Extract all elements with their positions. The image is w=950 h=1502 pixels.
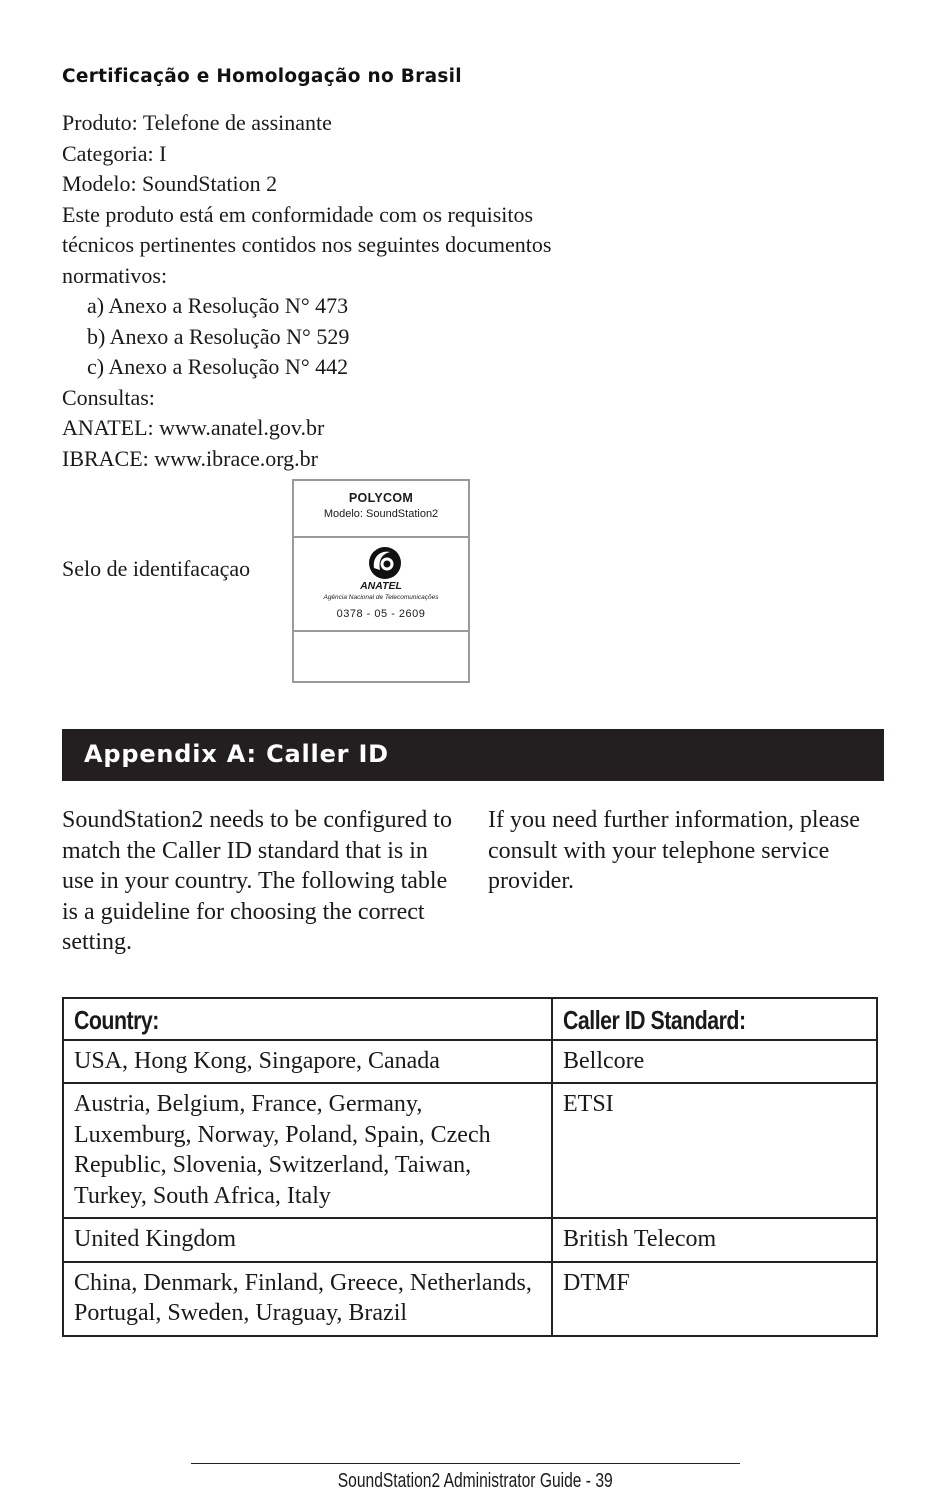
country-cell: Austria, Belgium, France, Germany, Luxemburg, Norway, Poland, Spain, Czech Republic, Slovenia, Switzerland, Taiwan, Turkey, South Africa, Italy [63, 1083, 552, 1218]
table-row [63, 1040, 877, 1084]
info-paragraph: If you need further information, please consult with your telephone service provider. [488, 807, 860, 894]
seal-number: 0378 - 05 - 2609 [336, 608, 426, 620]
country-cell: China, Denmark, Finland, Greece, Netherlands, Portugal, Sweden, Uraguay, Brazil [63, 1262, 552, 1336]
country-header: Country: [63, 998, 552, 1040]
seal-brand: POLYCOM [348, 491, 414, 505]
appendix-header-bar [62, 729, 884, 781]
table-row [63, 1218, 877, 1262]
certification-title: Certificação e Homologação no Brasil [62, 66, 462, 87]
seal-blank-area [294, 632, 468, 685]
country-cell: USA, Hong Kong, Singapore, Canada [63, 1040, 552, 1084]
anatel-agency-full: Agência Nacional de Telecomunicações [323, 594, 439, 601]
standard-cell: ETSI [552, 1083, 877, 1218]
appendix-title: Appendix A: Caller ID [84, 740, 389, 768]
caller-id-table [62, 997, 878, 1337]
country-cell: United Kingdom [63, 1218, 552, 1262]
resolution-item-c: c) Anexo a Resolução N° 442 [87, 354, 349, 379]
model-line: Modelo: SoundStation 2 [62, 171, 278, 196]
intro-paragraph: SoundStation2 needs to be configured to match the Caller ID standard that is in use in your country. The following table is a guideline for choosing the correct setting. [62, 807, 452, 955]
conformity-line-1: Este produto está em conformidade com os requisitos [62, 201, 534, 227]
page-footer [0, 1470, 950, 1493]
anatel-seal [292, 479, 470, 683]
standard-cell: Bellcore [552, 1040, 877, 1084]
standard-cell: DTMF [552, 1262, 877, 1336]
resolution-item-a: a) Anexo a Resolução N° 473 [87, 293, 349, 318]
conformity-line-3: normativos: [62, 262, 168, 288]
seal-logo-area [294, 538, 468, 632]
seal-model: Modelo: SoundStation2 [323, 508, 439, 520]
standard-cell: British Telecom [552, 1218, 877, 1262]
category-line: Categoria: I [62, 140, 167, 166]
footer-divider [191, 1463, 740, 1464]
resolution-item-b: b) Anexo a Resolução N° 529 [87, 323, 350, 349]
anatel-name: ANATEL [360, 580, 402, 592]
anatel-logo-icon [368, 546, 402, 580]
seal-header [294, 481, 468, 538]
standard-header: Caller ID Standard: [552, 998, 877, 1040]
anatel-contact: ANATEL: www.anatel.gov.br [62, 415, 325, 440]
table-row [63, 1083, 877, 1218]
footer-text: SoundStation2 Administrator Guide - 39 [337, 1470, 613, 1492]
certification-body [62, 108, 551, 474]
ibrace-contact: IBRACE: www.ibrace.org.br [62, 445, 319, 471]
product-line: Produto: Telefone de assinante [62, 110, 332, 135]
seal-label: Selo de identifacaçao [62, 556, 251, 581]
conformity-line-2: técnicos pertinentes contidos nos seguintes documentos [62, 232, 552, 257]
table-row [63, 1262, 877, 1336]
consultas-label: Consultas: [62, 384, 155, 410]
table-header-row [63, 998, 877, 1040]
